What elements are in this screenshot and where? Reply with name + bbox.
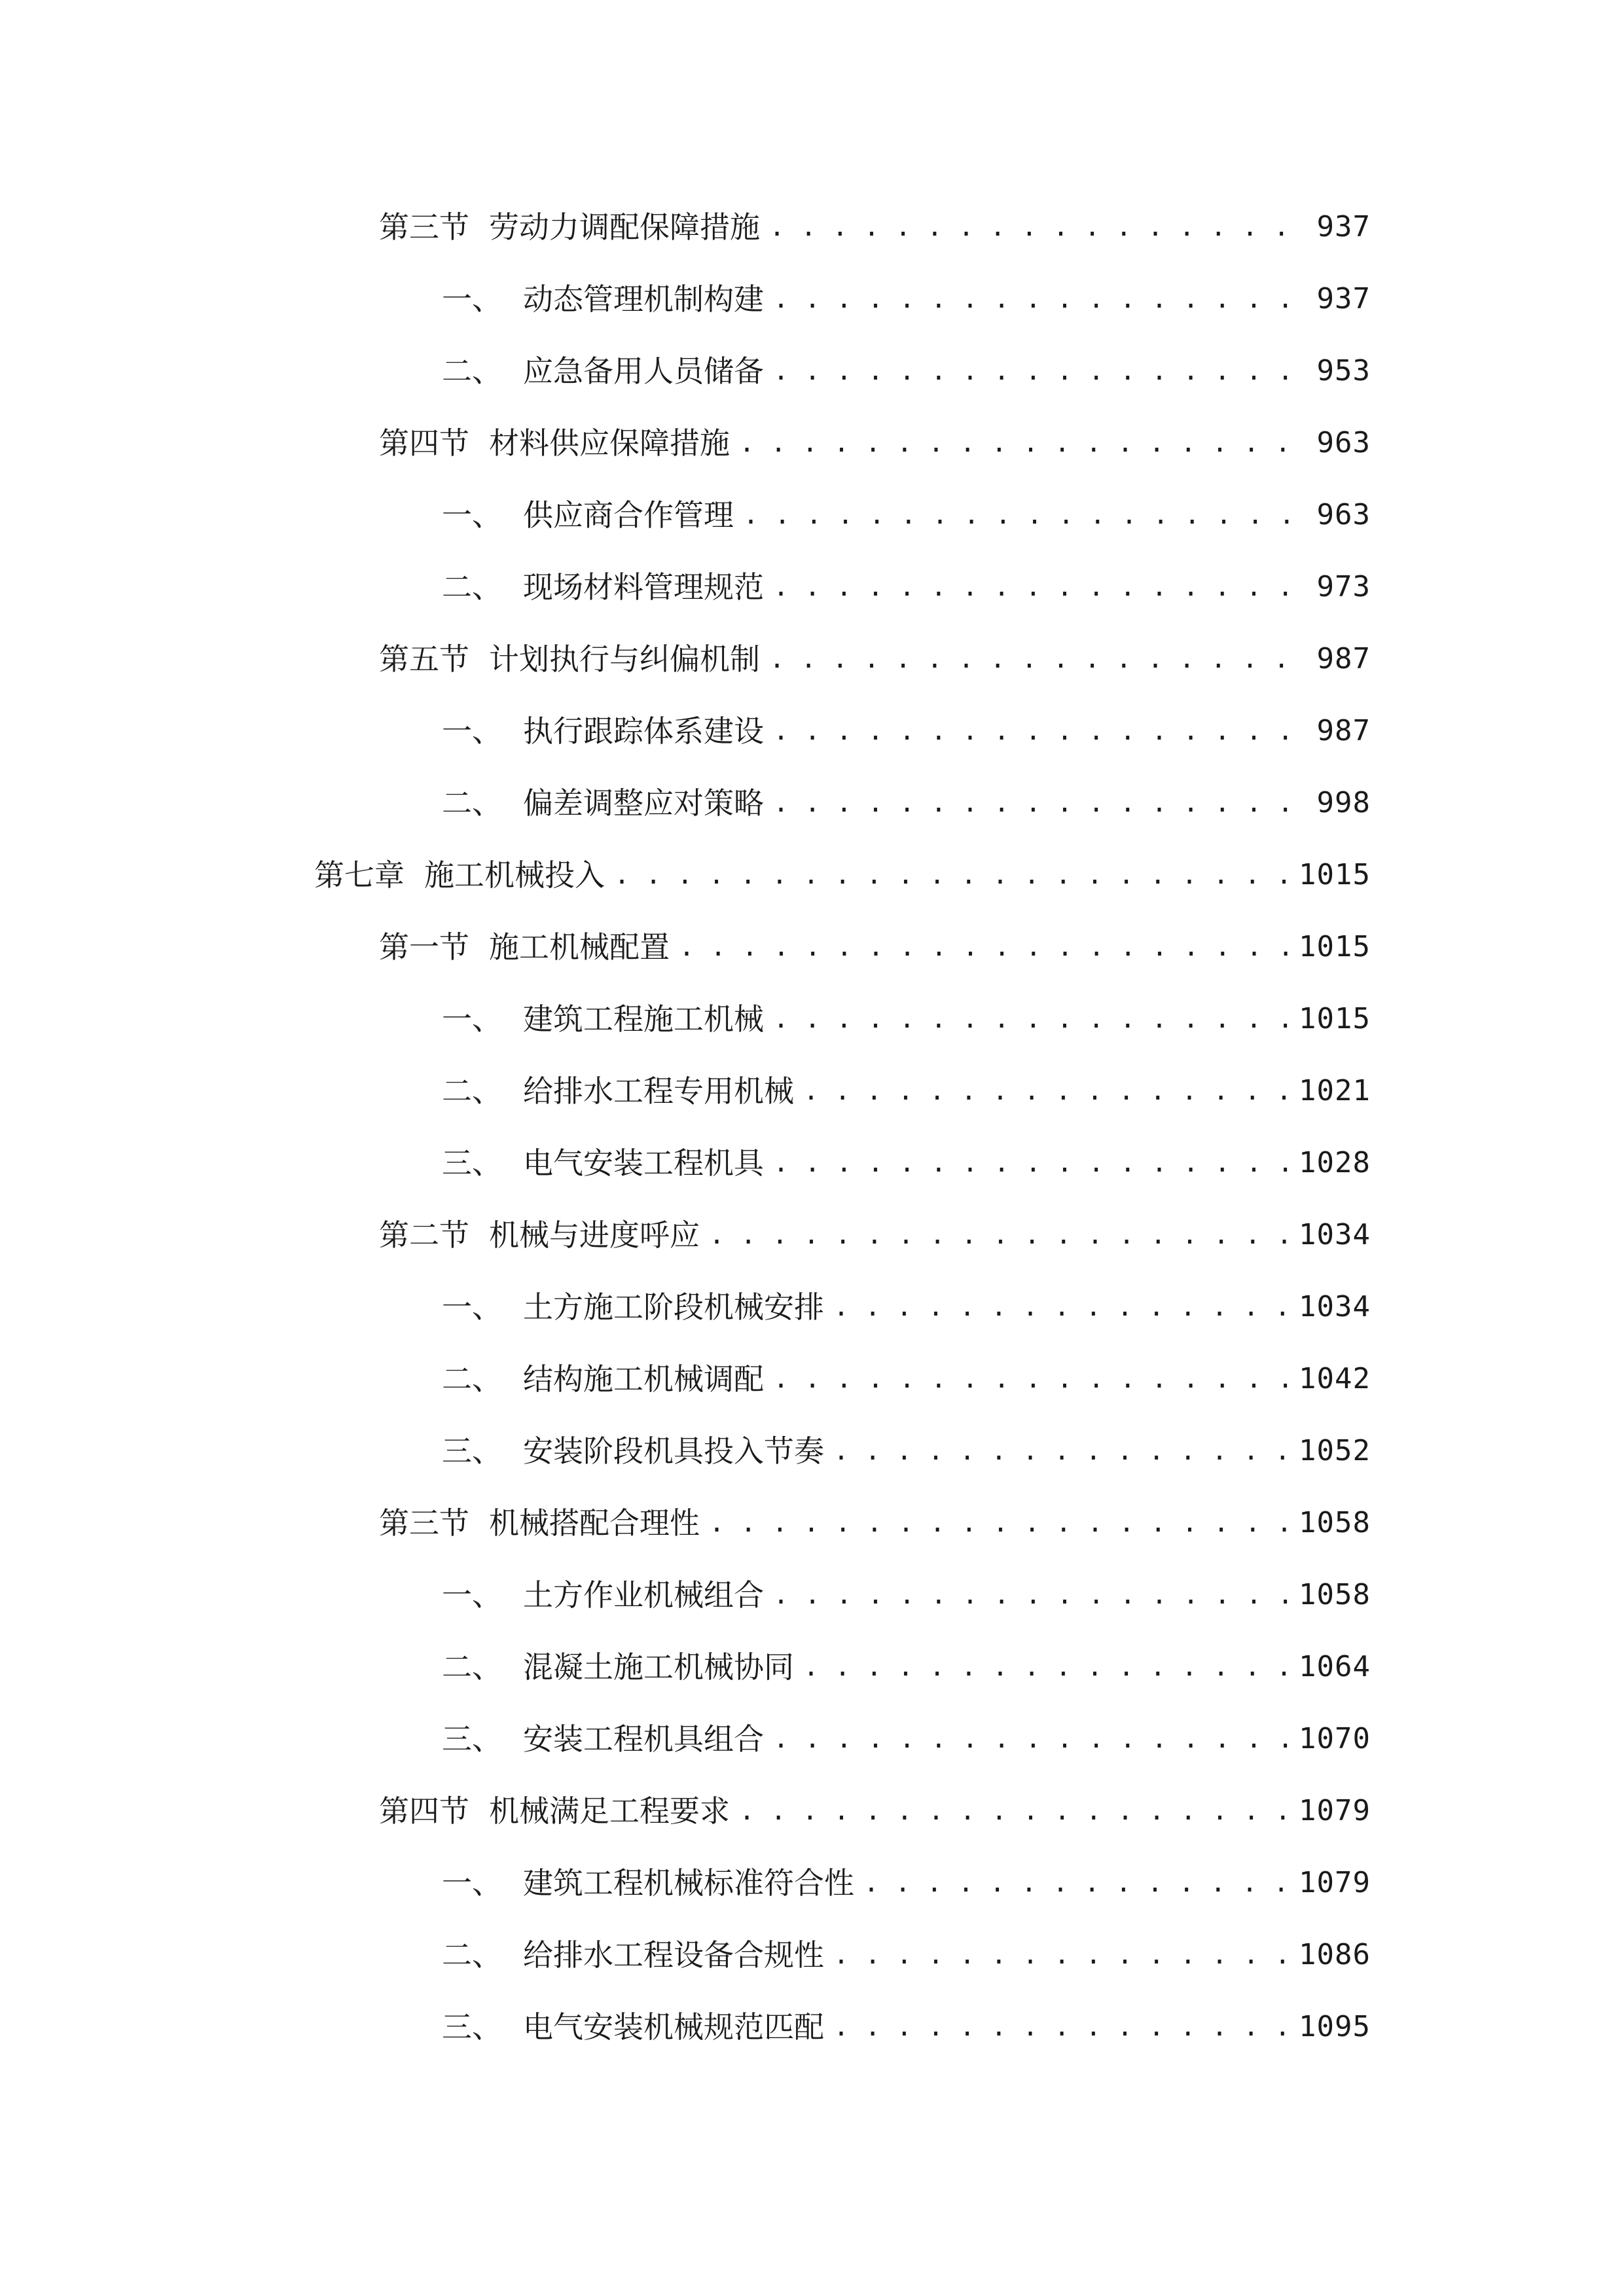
toc-entry-page: 1021 [1299, 1074, 1371, 1107]
toc-entry-number: 一、 [442, 1001, 502, 1037]
toc-entry-title: 劳动力调配保障措施 [489, 209, 760, 245]
toc-entry-page: 1015 [1299, 1002, 1371, 1035]
dot-leader [833, 1431, 1290, 1471]
dot-leader [773, 783, 1308, 823]
toc-entry-page: 1058 [1299, 1506, 1371, 1539]
toc-entry-title: 安装阶段机具投入节奏 [523, 1433, 824, 1469]
toc-entry-number: 二、 [442, 353, 502, 389]
toc-entry-title: 安装工程机具组合 [523, 1721, 764, 1757]
toc-entry-title: 电气安装工程机具 [523, 1145, 764, 1181]
toc-entry[interactable] [0, 191, 1624, 263]
toc-entry-number: 第四节 [379, 425, 469, 461]
toc-entry[interactable] [0, 263, 1624, 335]
toc-entry-title: 机械满足工程要求 [489, 1793, 730, 1829]
toc-entry[interactable] [0, 1631, 1624, 1703]
dot-leader [769, 207, 1308, 247]
dot-leader [773, 999, 1290, 1039]
toc-entry-number: 一、 [442, 713, 502, 749]
toc-entry[interactable] [0, 1703, 1624, 1775]
dot-leader [773, 279, 1308, 319]
toc-entry-title: 偏差调整应对策略 [523, 785, 764, 821]
toc-entry-page: 1015 [1299, 858, 1371, 891]
toc-entry-number: 二、 [442, 1937, 502, 1973]
dot-leader [863, 1863, 1290, 1903]
toc-entry-number: 二、 [442, 1649, 502, 1685]
dot-leader [769, 639, 1308, 679]
toc-entry[interactable] [0, 767, 1624, 839]
toc-entry-number: 一、 [442, 1577, 502, 1613]
dot-leader [773, 1143, 1290, 1183]
toc-entry-page: 998 [1316, 786, 1371, 819]
dot-leader [773, 1575, 1290, 1615]
toc-entry-title: 执行跟踪体系建设 [523, 713, 764, 749]
dot-leader [803, 1071, 1290, 1111]
dot-leader [743, 495, 1308, 535]
dot-leader [739, 1791, 1290, 1831]
toc-entry[interactable] [0, 1127, 1624, 1199]
toc-entry-page: 1095 [1299, 2010, 1371, 2043]
toc-entry[interactable] [0, 1991, 1624, 2063]
toc-entry-title: 动态管理机制构建 [523, 281, 764, 317]
toc-entry[interactable] [0, 1487, 1624, 1559]
toc-entry[interactable] [0, 695, 1624, 767]
toc-entry-number: 第一节 [379, 929, 469, 965]
toc-entry-title: 供应商合作管理 [523, 497, 734, 533]
toc-entry-page: 1015 [1299, 930, 1371, 963]
toc-entry-title: 给排水工程专用机械 [523, 1073, 794, 1109]
toc-entry-page: 973 [1316, 570, 1371, 603]
toc-entry-number: 一、 [442, 497, 502, 533]
toc-entry-page: 937 [1316, 282, 1371, 315]
toc-entry-title: 施工机械投入 [424, 857, 605, 893]
toc-entry-page: 963 [1316, 498, 1371, 531]
toc-entry[interactable] [0, 1847, 1624, 1919]
toc-entry-title: 电气安装机械规范匹配 [523, 2009, 824, 2045]
toc-entry-number: 二、 [442, 569, 502, 605]
dot-leader [773, 1359, 1290, 1399]
toc-entry-title: 结构施工机械调配 [523, 1361, 764, 1397]
toc-entry-page: 1058 [1299, 1578, 1371, 1611]
toc-entry-number: 第五节 [379, 641, 469, 677]
toc-entry-title: 土方作业机械组合 [523, 1577, 764, 1613]
dot-leader [709, 1503, 1290, 1543]
toc-entry[interactable] [0, 335, 1624, 407]
table-of-contents [0, 191, 1624, 2063]
toc-entry-page: 953 [1316, 354, 1371, 387]
dot-leader [709, 1215, 1290, 1255]
toc-entry-number: 三、 [442, 1433, 502, 1469]
toc-entry-title: 建筑工程施工机械 [523, 1001, 764, 1037]
toc-entry-number: 三、 [442, 2009, 502, 2045]
toc-entry-title: 给排水工程设备合规性 [523, 1937, 824, 1973]
toc-entry[interactable] [0, 1919, 1624, 1991]
toc-entry-title: 混凝土施工机械协同 [523, 1649, 794, 1685]
toc-entry[interactable] [0, 1055, 1624, 1127]
toc-entry-page: 1034 [1299, 1290, 1371, 1323]
dot-leader [773, 1719, 1290, 1759]
toc-entry-title: 机械与进度呼应 [489, 1217, 700, 1253]
toc-entry-title: 计划执行与纠偏机制 [489, 641, 760, 677]
toc-entry-title: 土方施工阶段机械安排 [523, 1289, 824, 1325]
dot-leader [833, 1287, 1290, 1327]
toc-entry-number: 第七章 [314, 857, 405, 893]
toc-entry[interactable] [0, 551, 1624, 623]
toc-entry-chapter[interactable] [0, 839, 1624, 911]
toc-entry[interactable] [0, 407, 1624, 479]
dot-leader [773, 351, 1308, 391]
toc-entry-page: 1052 [1299, 1434, 1371, 1467]
toc-entry[interactable] [0, 623, 1624, 695]
toc-entry-page: 1064 [1299, 1650, 1371, 1683]
toc-entry[interactable] [0, 983, 1624, 1055]
toc-entry-page: 1034 [1299, 1218, 1371, 1251]
dot-leader [739, 423, 1308, 463]
toc-entry-page: 1086 [1299, 1938, 1371, 1971]
toc-entry[interactable] [0, 1775, 1624, 1847]
toc-entry[interactable] [0, 1199, 1624, 1271]
toc-entry-number: 二、 [442, 1361, 502, 1397]
toc-entry-page: 937 [1316, 210, 1371, 243]
toc-entry-number: 第四节 [379, 1793, 469, 1829]
toc-entry-page: 1028 [1299, 1146, 1371, 1179]
toc-entry-number: 一、 [442, 1865, 502, 1901]
toc-entry-number: 三、 [442, 1145, 502, 1181]
toc-entry[interactable] [0, 911, 1624, 983]
dot-leader [833, 1935, 1290, 1975]
toc-entry-number: 第三节 [379, 209, 469, 245]
toc-entry-number: 三、 [442, 1721, 502, 1757]
toc-entry-page: 1070 [1299, 1722, 1371, 1755]
toc-entry-page: 1079 [1299, 1794, 1371, 1827]
toc-entry-number: 一、 [442, 281, 502, 317]
toc-entry[interactable] [0, 1559, 1624, 1631]
dot-leader [614, 855, 1290, 895]
toc-entry-number: 二、 [442, 1073, 502, 1109]
toc-entry-number: 第三节 [379, 1505, 469, 1541]
toc-entry-title: 机械搭配合理性 [489, 1505, 700, 1541]
toc-entry[interactable] [0, 1343, 1624, 1415]
toc-entry[interactable] [0, 479, 1624, 551]
dot-leader [773, 567, 1308, 607]
toc-entry[interactable] [0, 1271, 1624, 1343]
toc-entry[interactable] [0, 1415, 1624, 1487]
toc-entry-page: 963 [1316, 426, 1371, 459]
toc-entry-page: 1079 [1299, 1866, 1371, 1899]
dot-leader [803, 1647, 1290, 1687]
toc-entry-title: 建筑工程机械标准符合性 [523, 1865, 854, 1901]
toc-entry-number: 二、 [442, 785, 502, 821]
toc-entry-title: 施工机械配置 [489, 929, 670, 965]
toc-entry-page: 987 [1316, 714, 1371, 747]
toc-entry-page: 987 [1316, 642, 1371, 675]
dot-leader [679, 927, 1290, 967]
dot-leader [833, 2007, 1290, 2047]
toc-entry-title: 应急备用人员储备 [523, 353, 764, 389]
toc-entry-number: 一、 [442, 1289, 502, 1325]
toc-entry-title: 材料供应保障措施 [489, 425, 730, 461]
toc-entry-number: 第二节 [379, 1217, 469, 1253]
dot-leader [773, 711, 1308, 751]
toc-entry-title: 现场材料管理规范 [523, 569, 764, 605]
toc-entry-page: 1042 [1299, 1362, 1371, 1395]
